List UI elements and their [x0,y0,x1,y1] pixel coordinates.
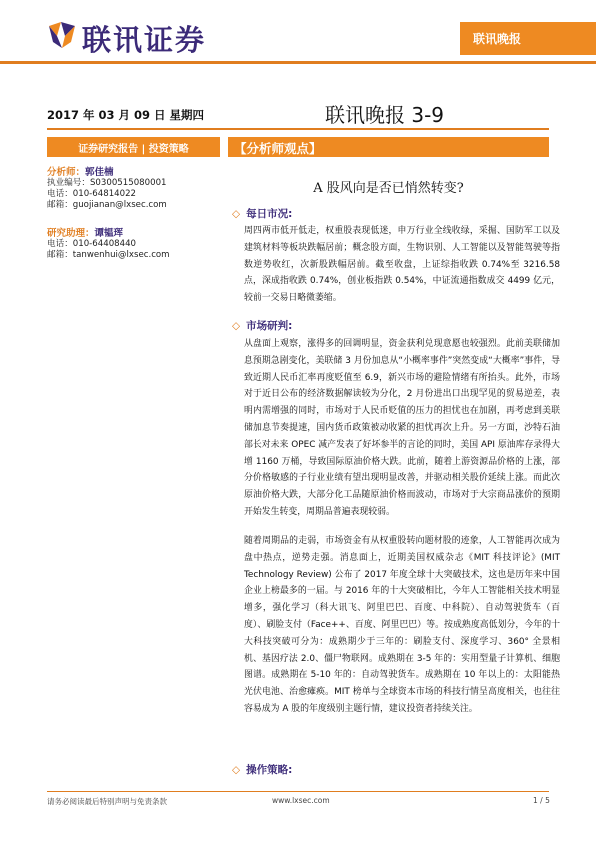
assistant-email[interactable]: 邮箱：tanwenhui@lxsec.com [47,250,170,260]
header-rule [0,61,596,64]
section-daily [232,206,292,221]
analyst-license: 执业编号：S0300515080001 [47,178,167,188]
analyst-phone: 电话：010-64814022 [47,189,137,199]
report-title: 联讯晚报 3-9 [325,103,445,127]
article-headline: A 股风向是否已悄然转变? [313,181,464,196]
assistant-phone: 电话：010-64408440 [47,239,137,249]
page-number: 1 / 5 [533,796,550,805]
paragraph-daily: 周四两市低开低走，权重股表现低迷，申万行业全线收绿，采掘、国防军工以及建筑材料等板块跌幅居前；概念股方面，生物识别、人工智能以及智能驾驶等指数逆势收红，次新股跌幅居前。截至收盘，上证综指收跌 0.74%至 3216.58 点，深成指收跌 0.74%，创业板指跌 0.54%，中证流通指数成交 4499 亿元，较前一交易日略微萎缩。 [244,226,560,304]
footer-rule [47,791,549,792]
paragraph-market-2: 随着周期品的走弱，市场资金有从权重股转向题材股的迹象，人工智能再次成为盘中热点，逆势走强。消息面上，近期美国权威杂志《MIT 科技评论》(MIT Technology Review) 公布了 2017 年度全球十大突破技术，这也是历年来中国企业上榜最多的一届。与 2016 年的十大突破相比，今年人工智能相关技术明显增多，强化学习（科大讯飞、阿里巴巴、百度、中科院）、自动驾驶货车（百度）、刷脸支付（Face++、百度、阿里巴巴）等。按成熟度高低划分，今年的十大科技突破可分为：成熟期少于三年的：刷脸支付、深度学习、360° 全景相机、基因疗法 2.0、僵尸物联网。成熟期在 3-5 年的：实用型量子计算机、细胞图谱。成熟期在 5-10 年的：自动驾驶货车。成熟期在 10 年以上的：太阳能热光伏电池、治愈瘫痪。MIT 榜单与全球资本市场的科技行情呈高度相关，也往往容易成为 A 股的年度级别主题行情，建议投资者持续关注。 [244,536,560,714]
report-name-band [460,22,596,55]
analyst-view-band [228,137,549,157]
title-rule [47,128,549,130]
section-operation [232,762,292,777]
section-market-label: 市场研判: [246,320,293,332]
section-market [232,318,292,333]
report-date: 2017 年 03 月 09 日 星期四 [47,108,205,122]
footer-website[interactable]: www.lxsec.com [272,796,330,805]
report-type: 证券研究报告 | 投资策略 [78,144,189,155]
section-daily-label: 每日市况: [246,208,293,220]
diamond-icon: ◇ [232,320,241,332]
analyst-view-label: 【分析师观点】 [234,141,322,156]
paragraph-market-1: 从盘面上观察，涨得多的回调明显，资金获利兑现意愿也较强烈。此前美联储加息预期急剧变化，美联储 3 月份加息从“小概率事件”突然变成“大概率”事件，导致近期人民币汇率再度贬值至 6.9，新兴市场的避险情绪有所抬头。此外，市场对于近日公布的经济数据解读较为分化，2 月份进出口出现罕见的贸易逆差，表明内需增强的同时，市场对于人民币贬值的压力的担忧也在加剧，再考虑到美联储加息节奏提速，国内货币政策被动收紧的担忧再次上升。另一方面，沙特石油部长对未来 OPEC 减产发表了好坏参半的言论的同时，美国 API 原油库存录得大增 1160 万桶，导致国际原油价格大跌。此前，随着上游资源品价格的上涨，部分价格敏感的子行业业绩有望出现明显改善，并驱动相关股价延续上涨。而此次原油价格大跌，大部分化工品随原油价格而波动，市场对于大宗商品涨价的预期开始发生转变，周期品普遍表现较弱。 [244,339,560,517]
company-name: 联讯证券 [82,23,207,57]
diamond-icon: ◇ [232,208,241,220]
assistant-info [47,228,170,261]
company-logo-icon [47,20,77,50]
analyst-role: 分析师：郭佳楠 [47,167,114,178]
analyst-info [47,167,167,211]
analyst-email[interactable]: 邮箱：guojianan@lxsec.com [47,200,167,210]
report-name: 联讯晚报 [473,32,522,46]
report-type-band [47,137,220,157]
page-header [0,0,596,75]
analyst-name: 郭佳楠 [85,167,114,178]
assistant-name: 谭韫珲 [94,228,124,239]
assistant-role: 研究助理：谭韫珲 [47,228,124,239]
diamond-icon: ◇ [232,764,241,776]
section-operation-label: 操作策略: [246,764,293,776]
footer-disclaimer: 请务必阅读最后特别声明与免责条款 [47,797,167,806]
